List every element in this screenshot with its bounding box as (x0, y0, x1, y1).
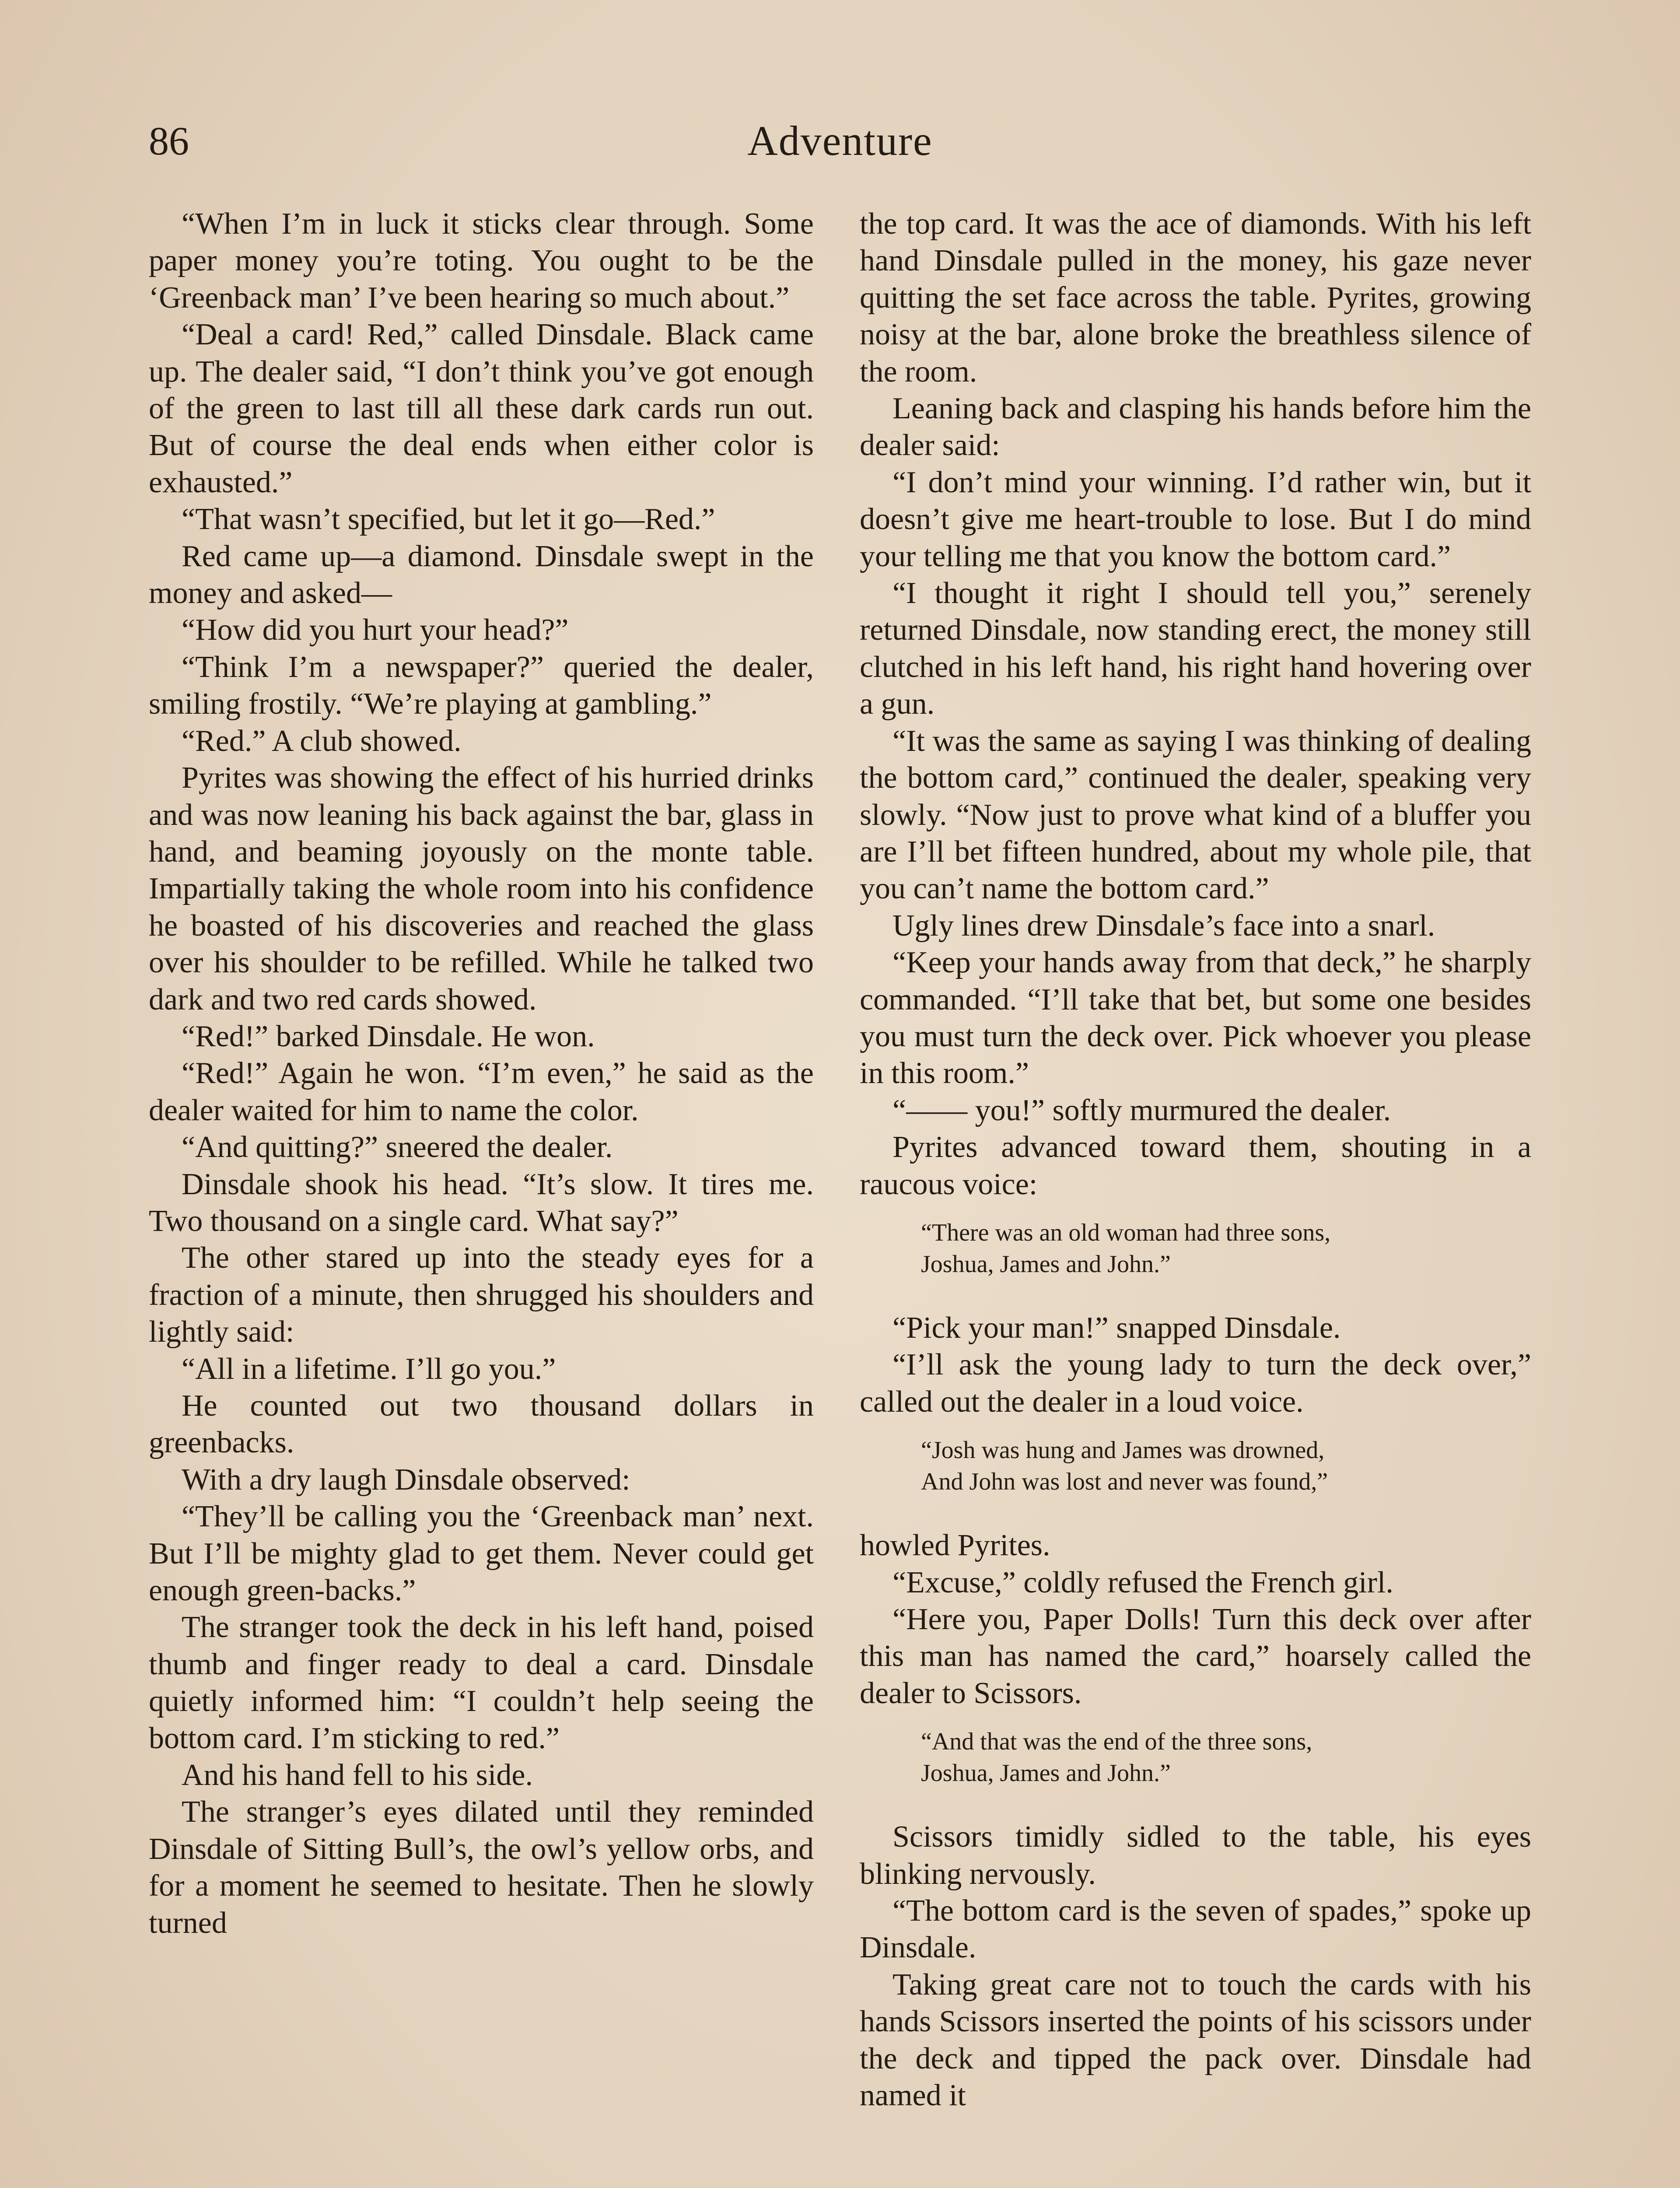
verse-block-3 (860, 1726, 1531, 1789)
paragraph: “When I’m in luck it sticks clear through. Some paper money you’re toting. You ought to be the ‘Greenback man’ I’ve been hearing so much about.” (149, 207, 814, 315)
paragraph: The stranger’s eyes dilated until they reminded Dinsdale of Sitting Bull’s, the owl’s yellow orbs, and for a moment he seemed to hesitate. Then he slowly turned (149, 1795, 814, 1940)
paragraph: “Here you, Paper Dolls! Turn this deck over after this man has named the card,” hoarsely called the dealer to Scissors. (860, 1602, 1531, 1710)
verse-line: And John was lost and never was found,” (921, 1468, 1328, 1496)
paragraph: “I thought it right I should tell you,” serenely returned Dinsdale, now standing erect, the money still clutched in his left hand, his right hand hovering over a gun. (860, 576, 1531, 721)
paragraph: Pyrites was showing the effect of his hurried drinks and was now leaning his back against the bar, glass in hand, and beaming joyously on the monte table. Impartially taking the whole room into his confidence he boasted of his discoveries and reached the glass over his shoulder to be refilled. While he talked two dark and two red cards showed. (149, 761, 814, 1017)
verse-block-2 (860, 1434, 1531, 1497)
paragraph: With a dry laugh Dinsdale observed: (182, 1462, 630, 1497)
paragraph: “And quitting?” sneered the dealer. (182, 1130, 613, 1164)
paragraph: Dinsdale shook his head. “It’s slow. It tires me. Two thousand on a single card. What say?” (149, 1167, 814, 1238)
paragraph: “I’ll ask the young lady to turn the deck over,” called out the dealer in a loud voice. (860, 1348, 1531, 1419)
verse-block-1 (860, 1217, 1531, 1280)
page-header (149, 115, 1680, 167)
paragraph: Red came up—a diamond. Dinsdale swept in the money and asked— (149, 539, 814, 610)
paragraph: Pyrites advanced toward them, shouting in a raucous voice: (860, 1130, 1531, 1201)
paragraph: the top card. It was the ace of diamonds. With his left hand Dinsdale pulled in the money, his gaze never quitting the set face across the table. Pyrites, growing noisy at the bar, alone broke the breathless silence of the room. (860, 207, 1531, 389)
paragraph: The stranger took the deck in his left hand, poised thumb and finger ready to deal a card. Dinsdale quietly informed him: “I couldn’t help seeing the bottom card. I’m sticking to red.” (149, 1610, 814, 1755)
right-column (860, 206, 1531, 2114)
paragraph: “Red.” A club showed. (182, 724, 462, 758)
right-text-block-3 (860, 1564, 1531, 1712)
paragraph: “Keep your hands away from that deck,” he sharply commanded. “I’ll take that bet, but some one besides you must turn the deck over. Pick whoever you please in this room.” (860, 946, 1531, 1090)
paragraph: He counted out two thousand dollars in greenbacks. (149, 1389, 814, 1460)
paragraph: Leaning back and clasping his hands before him the dealer said: (860, 392, 1531, 463)
verse-line: Joshua, James and John.” (921, 1250, 1171, 1278)
paragraph: Taking great care not to touch the cards with his hands Scissors inserted the points of his scissors under the deck and tipped the pack over. Dinsdale had named it (860, 1967, 1531, 2113)
paragraph: “They’ll be calling you the ‘Greenback man’ next. But I’ll be mighty glad to get them. Never could get enough green-backs.” (149, 1500, 814, 1608)
verse-line: “There was an old woman had three sons, (921, 1219, 1331, 1246)
running-head: Adventure (747, 117, 933, 164)
paragraph: “How did you hurt your head?” (182, 613, 569, 647)
verse-line: “And that was the end of the three sons, (921, 1728, 1312, 1756)
paragraph: “That wasn’t specified, but let it go—Red.” (182, 502, 715, 536)
paragraph: “Pick your man!” snapped Dinsdale. (892, 1311, 1341, 1345)
paragraph: “Red!” Again he won. “I’m even,” he said as the dealer waited for him to name the color. (149, 1056, 814, 1127)
paragraph: “Deal a card! Red,” called Dinsdale. Black came up. The dealer said, “I don’t think you’ve got enough of the green to last till all these dark cards run out. But of course the deal ends when either color is exhausted.” (149, 318, 814, 499)
right-text-block-2 (860, 1310, 1531, 1420)
paragraph: The other stared up into the steady eyes for a fraction of a minute, then shrugged his shoulders and lightly said: (149, 1241, 814, 1349)
paragraph: “It was the same as saying I was thinking of dealing the bottom card,” continued the dealer, speaking very slowly. “Now just to prove what kind of a bluffer you are I’ll bet fifteen hundred, about my whole pile, that you can’t name the bottom card.” (860, 724, 1531, 906)
verse-line: Joshua, James and John.” (921, 1760, 1171, 1787)
paragraph: “The bottom card is the seven of spades,” spoke up Dinsdale. (860, 1894, 1531, 1965)
paragraph: And his hand fell to his side. (182, 1758, 533, 1792)
paragraph: “I don’t mind your winning. I’d rather win, but it doesn’t give me heart-trouble to lose. But I do mind your telling me that you know the bottom card.” (860, 465, 1531, 573)
paragraph: “—— you!” softly murmured the dealer. (892, 1093, 1391, 1127)
paragraph: Ugly lines drew Dinsdale’s face into a snarl. (892, 908, 1435, 943)
page-number: 86 (149, 119, 189, 163)
paragraph: “Excuse,” coldly refused the French girl. (892, 1565, 1393, 1599)
right-text-block-4 (860, 1819, 1531, 2114)
right-text-block-1 (860, 206, 1531, 1203)
verse-line: “Josh was hung and James was drowned, (921, 1437, 1325, 1464)
left-column (149, 206, 814, 1942)
paragraph: “All in a lifetime. I’ll go you.” (182, 1352, 556, 1386)
paragraph: “Red!” barked Dinsdale. He won. (182, 1019, 595, 1053)
paragraph: Scissors timidly sidled to the table, his eyes blinking nervously. (860, 1820, 1531, 1891)
paragraph: “Think I’m a newspaper?” queried the dealer, smiling frostily. “We’re playing at gambling.” (149, 650, 814, 721)
paragraph: howled Pyrites. (860, 1529, 1050, 1563)
